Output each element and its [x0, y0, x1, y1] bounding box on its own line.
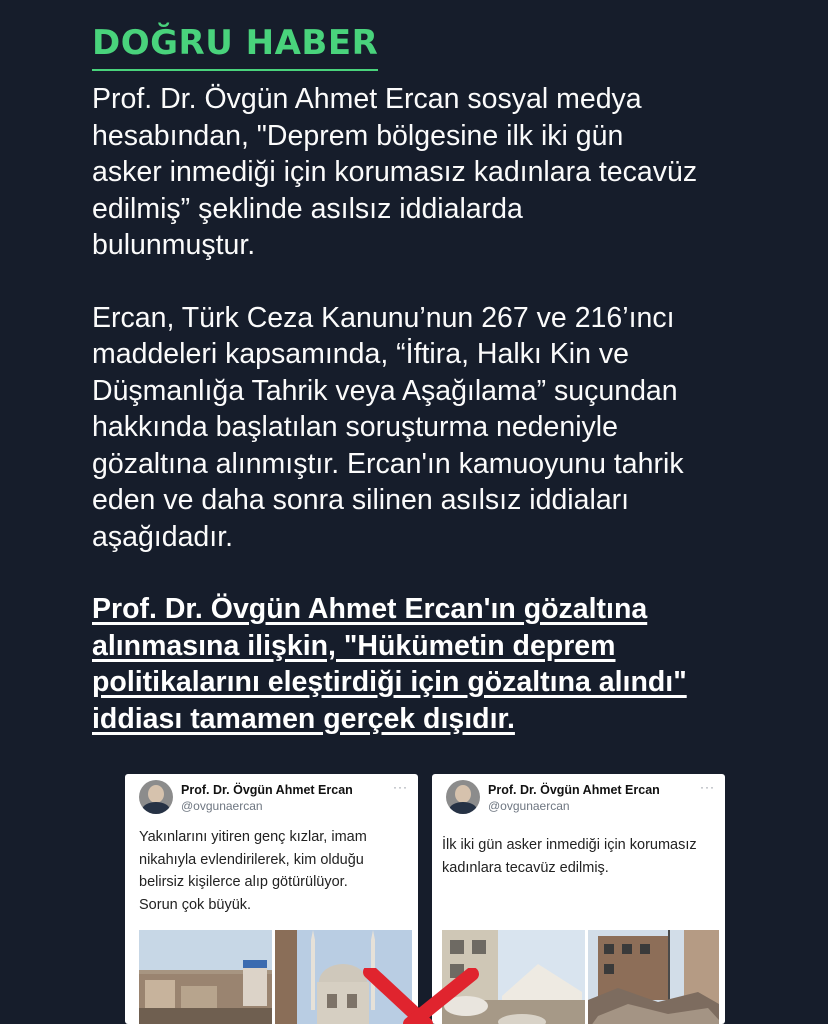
more-options-icon[interactable]: ··· — [393, 780, 408, 794]
paragraph-1-line: edilmiş” şeklinde asılsız iddialarda — [92, 192, 523, 225]
paragraph-1 — [92, 81, 782, 264]
tweet-photo[interactable] — [139, 930, 272, 1024]
claim-line: iddiası tamamen gerçek dışıdır. — [92, 702, 515, 735]
paragraph-2-line: maddeleri kapsamında, “İftira, Halkı Kin ve — [92, 338, 629, 370]
tweet-text-line: Yakınlarını yitiren genç kızlar, imam — [139, 829, 367, 845]
tweet-header — [139, 780, 410, 820]
tweet-text — [442, 834, 713, 879]
paragraph-1-line: Prof. Dr. Övgün Ahmet Ercan sosyal medya — [92, 83, 642, 115]
paragraph-1-line: asker inmediği için korumasız kadınlara tecavüz — [92, 156, 698, 188]
tweet-author-handle[interactable]: @ovgunaercan — [488, 799, 570, 813]
avatar[interactable] — [446, 780, 480, 814]
claim-line: politikalarını eleştirdiği için gözaltına alındı" — [92, 666, 687, 698]
tweet-header — [446, 780, 717, 820]
more-options-icon[interactable]: ··· — [700, 780, 715, 794]
brand-logo-text: DOĞRU HABER — [92, 20, 378, 71]
paragraph-2-line: Düşmanlığa Tahrik veya Aşağılama” suçundan — [92, 374, 678, 407]
claim-line: Prof. Dr. Övgün Ahmet Ercan'ın gözaltına — [92, 593, 648, 625]
paragraph-1-line: hesabından, "Deprem bölgesine ilk iki gün — [92, 119, 624, 152]
tweet-text-line: nikahıyla evlendirilerek, kim olduğu — [139, 851, 364, 868]
article — [92, 20, 782, 737]
paragraph-2-line: aşağıdadır. — [92, 520, 234, 553]
paragraph-1-line: bulunmuştur. — [92, 229, 256, 261]
paragraph-2 — [92, 300, 782, 556]
fact-check-claim — [92, 591, 782, 737]
tweet-text-line: belirsiz kişilerce alıp götürülüyor. — [139, 874, 348, 890]
tweet-text — [139, 826, 406, 916]
tweet-author-name[interactable]: Prof. Dr. Övgün Ahmet Ercan — [488, 783, 660, 797]
paragraph-2-line: gözaltına alınmıştır. Ercan'ın kamuoyunu tahrik — [92, 447, 684, 480]
red-x-mark-icon — [360, 968, 480, 1024]
paragraph-2-line: hakkında başlatılan soruşturma nedeniyle — [92, 411, 618, 443]
tweet-text-line: kadınlara tecavüz edilmiş. — [442, 859, 609, 876]
tweet-author-handle[interactable]: @ovgunaercan — [181, 799, 263, 813]
tweet-text-line: İlk iki gün asker inmediği için korumasız — [442, 837, 697, 853]
tweet-photo[interactable] — [588, 930, 719, 1024]
tweet-author-name[interactable]: Prof. Dr. Övgün Ahmet Ercan — [181, 783, 353, 797]
paragraph-2-line: eden ve daha sonra silinen asılsız iddiaları — [92, 484, 630, 516]
paragraph-2-line: Ercan, Türk Ceza Kanunu’nun 267 ve 216’ıncı — [92, 301, 675, 334]
claim-line: alınmasına ilişkin, "Hükümetin deprem — [92, 629, 616, 662]
avatar[interactable] — [139, 780, 173, 814]
tweet-text-line: Sorun çok büyük. — [139, 896, 252, 913]
